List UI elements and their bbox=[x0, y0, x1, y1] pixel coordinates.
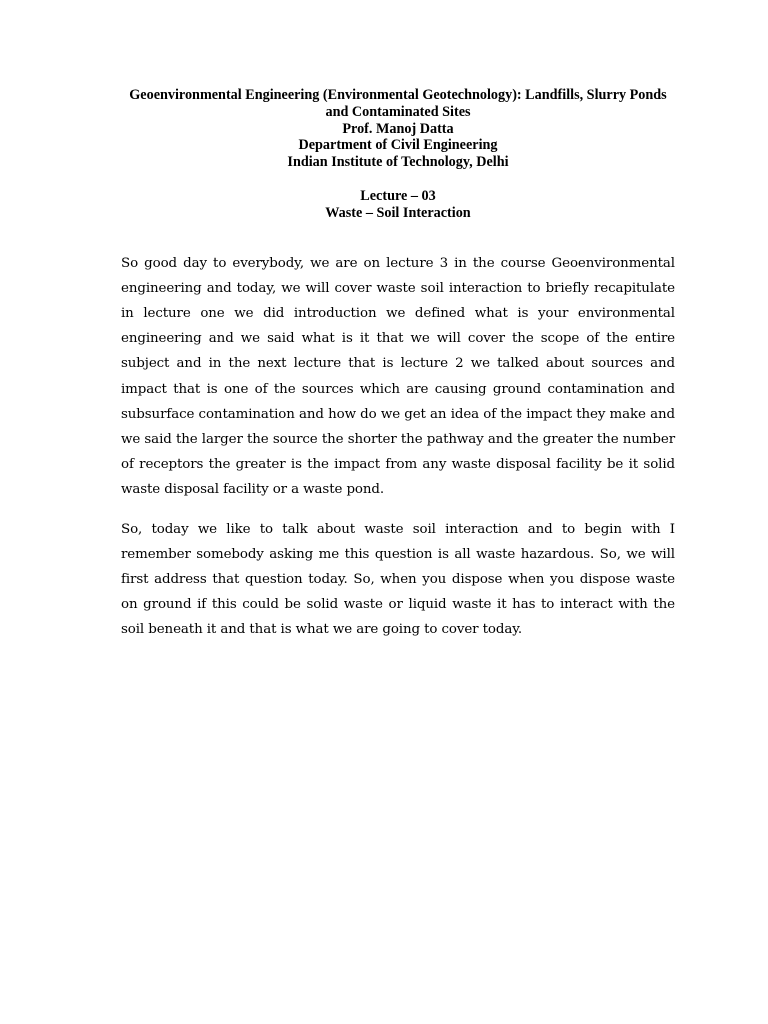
transcript-body bbox=[121, 251, 675, 643]
professor-name: Prof. Manoj Datta bbox=[342, 120, 454, 137]
department-name: Department of Civil Engineering bbox=[298, 137, 498, 154]
course-title: Geoenvironmental Engineering (Environmental Geotechnology): Landfills, Slurry Ponds and Contaminated Sites bbox=[129, 87, 667, 120]
lecture-heading bbox=[121, 188, 675, 222]
lecture-title: Waste – Soil Interaction bbox=[325, 204, 471, 221]
lecture-number: Lecture – 03 bbox=[360, 187, 436, 204]
document-page bbox=[121, 87, 675, 657]
document-header bbox=[121, 87, 675, 222]
paragraph-2: So, today we like to talk about waste soil interaction and to begin with I remember somebody asking me this question is all waste hazardous. So, we will first address that question today. So, when you dispose when you dispose waste on ground if this could be solid waste or liquid waste it has to interact with the soil beneath it and that is what we are going to cover today. bbox=[121, 521, 675, 638]
institute-name: Indian Institute of Technology, Delhi bbox=[287, 154, 509, 171]
paragraph-1: So good day to everybody, we are on lecture 3 in the course Geoenvironmental engineering and today, we will cover waste soil interaction to briefly recapitulate in lecture one we did introduction we defined what is your environmental engineering and we said what is it that we will cover the scope of the entire subject and in the next lecture that is lecture 2 we talked about sources and impact that is one of the sources which are causing ground contamination and subsurface contamination and how do we get an idea of the impact they make and we said the larger the source the shorter the pathway and the greater the number of receptors the greater is the impact from any waste disposal facility be it solid waste disposal facility or a waste pond. bbox=[121, 255, 675, 498]
